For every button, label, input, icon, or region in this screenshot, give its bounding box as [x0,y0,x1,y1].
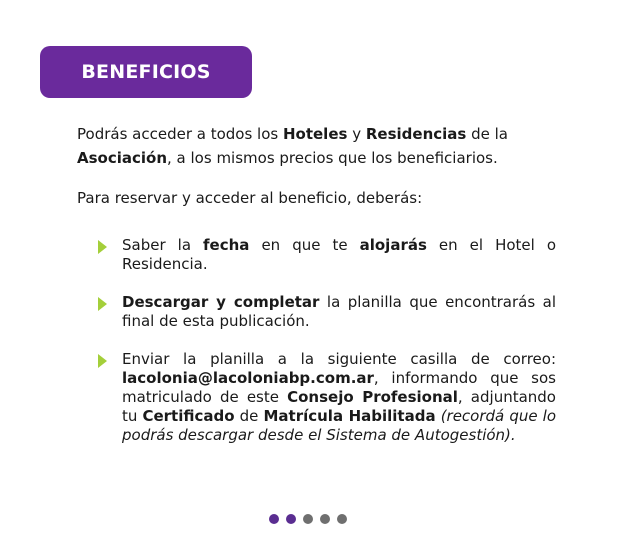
carousel-dot-5[interactable] [337,514,347,524]
step1-text-1: Saber la [122,236,204,254]
step3-matricula: Matrícula Habilitada [263,407,436,425]
step1-text-2: en que te [249,236,360,254]
intro-text-4: , a los mismos precios que los beneficiarios. [167,149,498,167]
carousel-dots [269,514,347,524]
step2-descargar: Descargar y completar [122,293,320,311]
lead-paragraph: Para reservar y acceder al beneficio, deberás: [77,189,423,207]
step3-consejo: Consejo Profesional [287,388,458,406]
intro-hoteles: Hoteles [282,125,348,143]
step3-text-3: , adjuntando tu [122,388,556,425]
benefits-badge [40,46,252,98]
content-area [77,122,557,210]
step2-text-1: la planilla que encontrarás al final de esta publicación. [122,293,557,330]
arrow-bullet-icon [98,297,107,311]
step-item [98,293,556,331]
intro-text-2: y [347,125,366,143]
step-text [122,350,556,445]
step-text [122,293,556,331]
carousel-dot-2[interactable] [286,514,296,524]
badge-label: BENEFICIOS [81,61,211,83]
step3-note: (recordá que lo podrás descargar desde el Sistema de Autogestión). [122,407,556,444]
step1-alojaras: alojarás [359,236,427,254]
step-item [98,350,556,445]
intro-text-1: Podrás acceder a todos los [77,125,283,143]
step3-certificado: Certificado [142,407,235,425]
arrow-bullet-icon [98,240,107,254]
step1-fecha: fecha [203,236,250,254]
step3-text-4: de [234,407,264,425]
carousel-dot-1[interactable] [269,514,279,524]
step1-text-3: en el Hotel o Residencia. [122,236,556,273]
arrow-bullet-icon [98,354,107,368]
email-link[interactable]: lacolonia@lacoloniabp.com.ar [122,369,374,387]
intro-text-3: de la [466,125,508,143]
carousel-dot-3[interactable] [303,514,313,524]
intro-residencias: Residencias [365,125,467,143]
step3-text-1: Enviar la planilla a la siguiente casilla de correo: [122,350,556,368]
step3-text-2: , informando que sos matriculado de este [122,369,556,406]
carousel-dot-4[interactable] [320,514,330,524]
step-item [98,236,556,274]
step-text [122,236,556,274]
intro-paragraph [77,122,557,170]
intro-asociacion: Asociación [77,149,168,167]
